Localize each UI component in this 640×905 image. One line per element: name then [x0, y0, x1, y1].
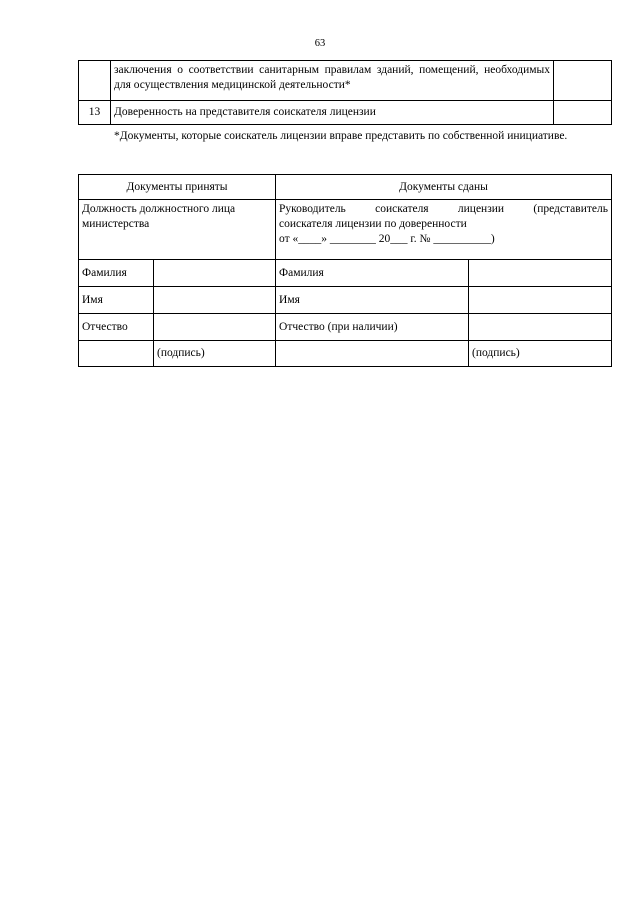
table-row — [79, 314, 612, 341]
applicant-line-3: от «____» ________ 20___ г. № __________) — [279, 233, 495, 245]
field-label: Отчество — [79, 314, 154, 341]
row-text: Доверенность на представителя соискателя лицензии — [111, 101, 554, 125]
field-value — [469, 260, 612, 287]
field-value — [154, 287, 276, 314]
table-row — [79, 175, 612, 200]
field-label: Имя — [276, 287, 469, 314]
page-number: 63 — [314, 38, 326, 49]
table-row — [79, 101, 612, 125]
field-label: Фамилия — [79, 260, 154, 287]
signature-label: (подпись) — [154, 341, 276, 367]
applicant-description — [276, 200, 612, 260]
applicant-line-2: соискателя лицензии по доверенности — [279, 218, 467, 230]
field-label: Фамилия — [276, 260, 469, 287]
table-row — [79, 260, 612, 287]
official-position: Должность должностного лица министерства — [79, 200, 276, 260]
signature-table — [78, 174, 612, 367]
field-label: Отчество (при наличии) — [276, 314, 469, 341]
field-value — [469, 287, 612, 314]
row-empty-cell — [554, 101, 612, 125]
signature-empty-cell — [79, 341, 154, 367]
field-value — [469, 314, 612, 341]
applicant-line-1: Руководитель соискателя лицензии (представитель — [279, 203, 608, 215]
field-label: Имя — [79, 287, 154, 314]
signature-empty-cell — [276, 341, 469, 367]
signature-label: (подпись) — [469, 341, 612, 367]
row-text: заключения о соответствии санитарным правилам зданий, помещений, необходимых для осуществления медицинской деятельности* — [111, 61, 554, 101]
row-number: 13 — [79, 101, 111, 125]
table-row — [79, 61, 612, 101]
table-row — [79, 200, 612, 260]
table-row — [79, 341, 612, 367]
row-empty-cell — [554, 61, 612, 101]
documents-table — [78, 60, 612, 125]
table-row — [79, 287, 612, 314]
field-value — [154, 314, 276, 341]
field-value — [154, 260, 276, 287]
footnote: *Документы, которые соискатель лицензии вправе представить по собственной инициативе. — [114, 130, 568, 142]
row-number — [79, 61, 111, 101]
accepted-header: Документы приняты — [79, 175, 276, 200]
submitted-header: Документы сданы — [276, 175, 612, 200]
